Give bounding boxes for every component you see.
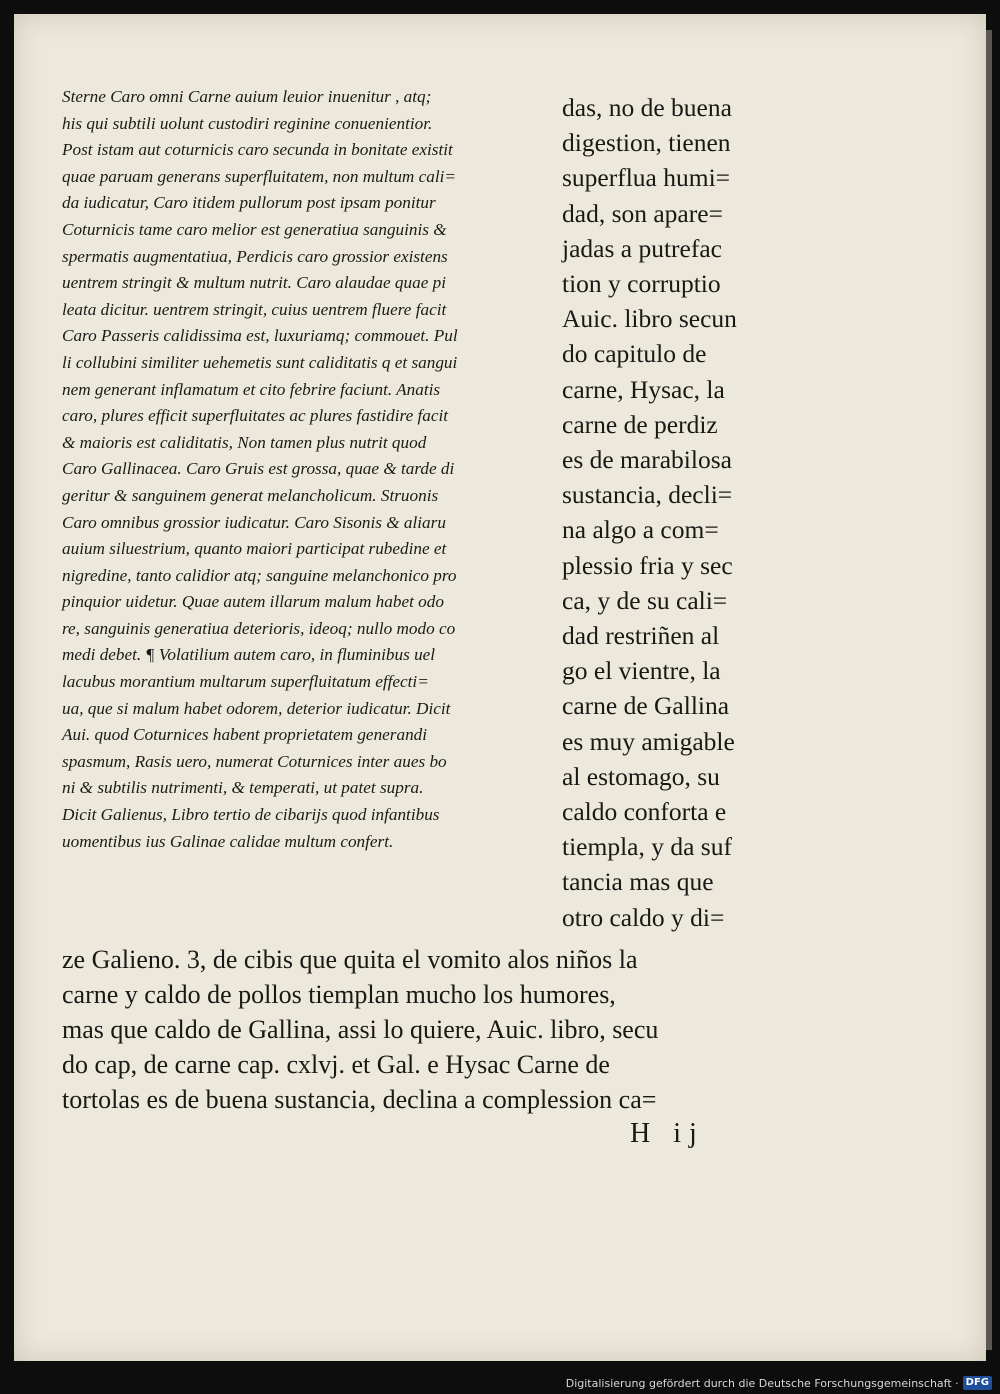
spanish-text-line: ca, y de su cali= xyxy=(562,585,728,615)
spanish-text-line: carne, Hysac, la xyxy=(562,374,725,404)
spanish-text-line: es de marabilosa xyxy=(562,445,732,475)
latin-text-line: Sterne Caro omni Carne auium leuior inuenitur , atq; xyxy=(62,87,432,106)
spanish-text-line: carne de perdiz xyxy=(562,409,718,439)
spanish-text-column xyxy=(562,90,802,935)
latin-text-line: uentrem stringit & multum nutrit. Caro alaudae quae pi xyxy=(62,273,447,293)
spanish-text-line: digestion, tienen xyxy=(562,128,731,158)
latin-text-line: caro, plures efficit superfluitates ac plures fastidire facit xyxy=(62,406,449,426)
latin-text-line: spasmum, Rasis uero, numerat Coturnices inter aues bo xyxy=(62,751,447,771)
latin-text-line: re, sanguinis generatiua deterioris, ideoq; nullo modo co xyxy=(62,618,456,638)
spanish-text-line: es muy amigable xyxy=(562,726,735,756)
latin-text-line: leata dicitur. uentrem stringit, cuius uentrem fluere facit xyxy=(62,299,447,319)
full-width-text-block xyxy=(62,942,792,1117)
latin-text-line: Post istam aut coturnicis caro secunda in bonitate existit xyxy=(62,140,453,160)
latin-text-line: Caro omnibus grossior iudicatur. Caro Sisonis & aliaru xyxy=(62,512,446,532)
latin-text-line: uomentibus ius Galinae calidae multum confert. xyxy=(62,831,394,851)
full-width-text-line: ze Galieno. 3, de cibis que quita el vomito alos niños la xyxy=(62,945,638,974)
full-width-text-line: do cap, de carne cap. cxlvj. et Gal. e Hysac Carne de xyxy=(62,1050,610,1079)
dfg-logo: DFG xyxy=(963,1376,992,1390)
spanish-text-line: jadas a putrefac xyxy=(562,233,722,263)
latin-text-line: lacubus morantium multarum superfluitatum effecti= xyxy=(62,672,429,692)
spanish-text-line: dad, son apare= xyxy=(562,198,723,228)
latin-text-line: his qui subtili uolunt custodiri reginine conuenientior. xyxy=(62,113,433,133)
latin-text-line: Coturnicis tame caro melior est generatiua sanguinis & xyxy=(62,219,447,239)
latin-text-line: ua, que si malum habet odorem, deterior iudicatur. Dicit xyxy=(62,698,451,718)
full-width-text-line: carne y caldo de pollos tiemplan mucho los humores, xyxy=(62,980,616,1009)
spanish-text-line: dad restriñen al xyxy=(562,621,720,651)
digitization-footer xyxy=(0,1372,1000,1394)
latin-text-line: Caro Passeris calidissima est, luxuriamq; commouet. Pul xyxy=(62,326,458,346)
latin-text-line: Aui. quod Coturnices habent proprietatem generandi xyxy=(62,725,428,745)
spanish-text-line: al estomago, su xyxy=(562,761,720,791)
spanish-text-line: tion y corruptio xyxy=(562,269,721,299)
spanish-text-line: plessio fria y sec xyxy=(562,550,733,580)
full-width-text-line: tortolas es de buena sustancia, declina a complession ca= xyxy=(62,1085,657,1114)
spanish-text-line: do capitulo de xyxy=(562,339,707,369)
spanish-text-line: Auic. libro secun xyxy=(562,304,737,334)
latin-text-line: medi debet. ¶ Volatilium autem caro, in fluminibus uel xyxy=(62,645,436,665)
spanish-text-line: caldo conforta e xyxy=(562,797,727,827)
latin-text-line: da iudicatur, Caro itidem pullorum post ipsam ponitur xyxy=(62,193,436,213)
page-edge-shadow xyxy=(986,30,992,1350)
latin-text-line: li collubini similiter uehemetis sunt caliditatis q et sangui xyxy=(62,352,458,372)
latin-text-line: auium siluestrium, quanto maiori participat rubedine et xyxy=(62,539,447,559)
spanish-text-line: tiempla, y da suf xyxy=(562,832,732,862)
latin-text-line: nigredine, tanto calidior atq; sanguine melanchonico pro xyxy=(62,565,457,585)
latin-text-line: quae paruam generans superfluitatem, non multum cali= xyxy=(62,166,456,186)
latin-text-column xyxy=(62,84,542,855)
spanish-text-line: na algo a com= xyxy=(562,515,719,545)
latin-text-line: nem generant inflamatum et cito febrire faciunt. Anatis xyxy=(62,379,441,399)
spanish-text-line: sustancia, decli= xyxy=(562,480,733,510)
spanish-text-line: das, no de buena xyxy=(562,93,732,122)
signature-mark: H ij xyxy=(630,1118,705,1149)
latin-text-line: geritur & sanguinem generat melancholicum. Struonis xyxy=(62,485,439,505)
spanish-text-line: go el vientre, la xyxy=(562,656,721,686)
latin-text-line: Caro Gallinacea. Caro Gruis est grossa, quae & tarde di xyxy=(62,459,455,479)
footer-credit-text: Digitalisierung gefördert durch die Deutsche Forschungsgemeinschaft · xyxy=(565,1376,959,1390)
book-page xyxy=(14,14,986,1361)
spanish-text-line: tancia mas que xyxy=(562,867,714,897)
spanish-text-line: otro caldo y di= xyxy=(562,902,725,932)
latin-text-line: Dicit Galienus, Libro tertio de cibarijs quod infantibus xyxy=(62,805,440,825)
latin-text-line: spermatis augmentatiua, Perdicis caro grossior existens xyxy=(62,246,448,266)
spanish-text-line: carne de Gallina xyxy=(562,691,730,721)
full-width-text-line: mas que caldo de Gallina, assi lo quiere, Auic. libro, secu xyxy=(62,1015,659,1044)
latin-text-line: pinquior uidetur. Quae autem illarum malum habet odo xyxy=(62,592,444,612)
latin-text-line: ni & subtilis nutrimenti, & temperati, ut patet supra. xyxy=(62,778,424,798)
latin-text-line: & maioris est caliditatis, Non tamen plus nutrit quod xyxy=(62,432,427,452)
spanish-text-line: superflua humi= xyxy=(562,163,731,193)
